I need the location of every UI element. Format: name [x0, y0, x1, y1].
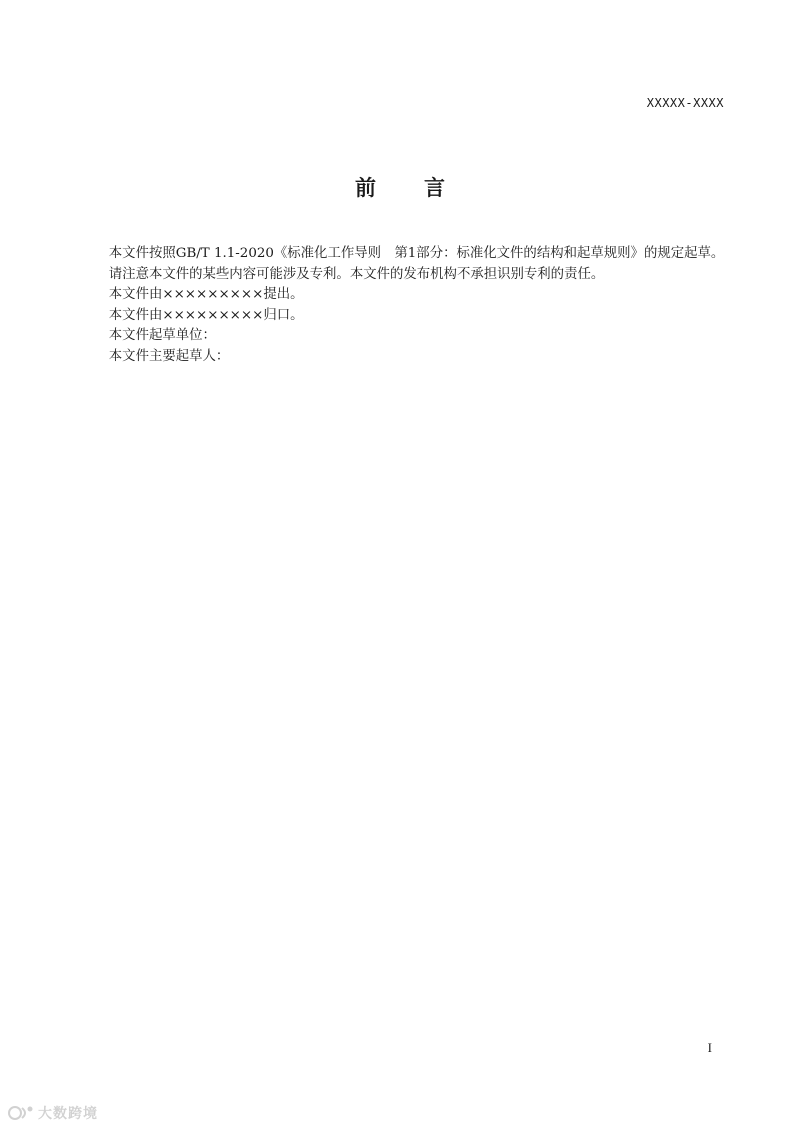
document-code: XXXXX-XXXX: [646, 96, 724, 110]
paragraph-patent-notice: 请注意本文件的某些内容可能涉及专利。本文件的发布机构不承担识别专利的责任。: [108, 266, 605, 282]
watermark: [8, 1103, 98, 1123]
section-title: [0, 172, 800, 202]
section-title-second-char: 言: [424, 176, 445, 200]
paragraph-drafting-basis: 本文件按照GB/T 1.1-2020《标准化工作导则 第1部分：标准化文件的结构和起草规则》的规定起草。: [108, 246, 725, 261]
paragraph-main-drafters: 本文件主要起草人：: [108, 348, 230, 364]
logo-icon: [8, 1104, 34, 1122]
paragraph-proposed-by: 本文件由×××××××××提出。: [108, 287, 304, 302]
section-title-first-char: 前: [355, 176, 376, 200]
paragraph-drafting-organizations: 本文件起草单位：: [108, 328, 216, 343]
preface-body: [82, 244, 726, 367]
paragraph-centralized-by: 本文件由×××××××××归口。: [108, 307, 304, 323]
page-number: I: [707, 1040, 712, 1055]
watermark-text: 大数跨境: [38, 1106, 98, 1122]
